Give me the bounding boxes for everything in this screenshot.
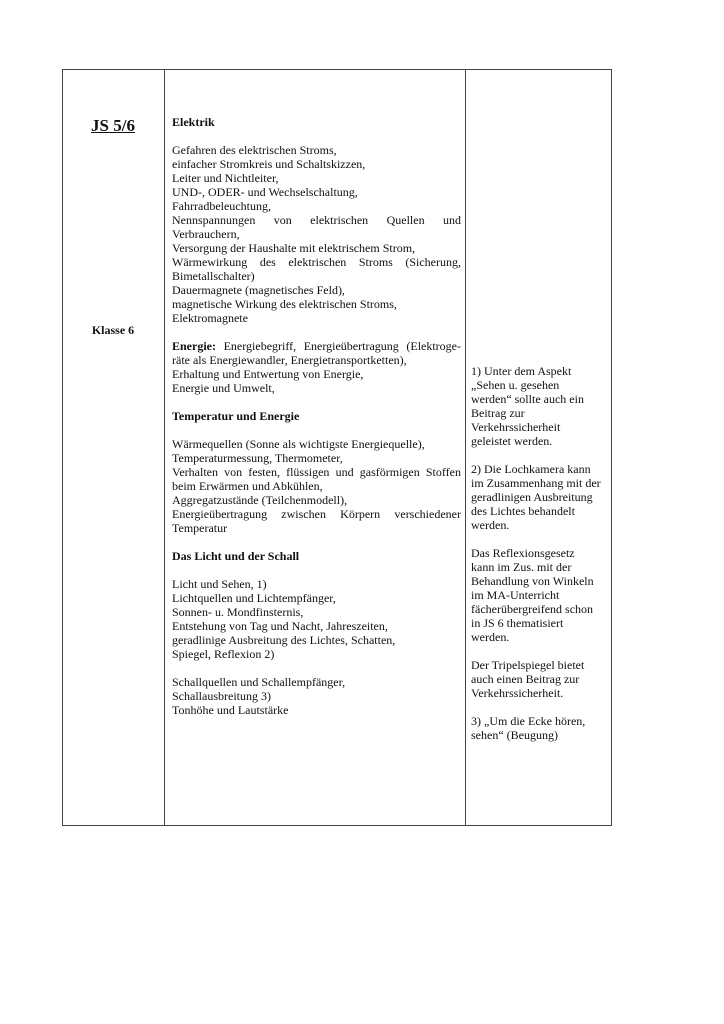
note-line: 1) Unter dem Aspekt bbox=[471, 364, 572, 378]
note-line: fächerübergreifend schon bbox=[471, 602, 594, 616]
school-level-heading: JS 5/6 bbox=[91, 116, 135, 135]
schall-line: Tonhöhe und Lautstärke bbox=[172, 703, 289, 717]
note-line: des Lichtes behandelt bbox=[471, 504, 575, 518]
note-line: in JS 6 thematisiert bbox=[471, 616, 564, 630]
elektrik-line: Fahrradbeleuchtung, bbox=[172, 199, 271, 213]
note-line: 2) Die Lochkamera kann bbox=[471, 462, 591, 476]
note-line: Verkehrssicherheit. bbox=[471, 686, 564, 700]
grade-column bbox=[63, 70, 164, 825]
schall-line: Schallausbreitung 3) bbox=[172, 689, 271, 703]
grade-label: Klasse 6 bbox=[91, 323, 135, 337]
note-line: Das Reflexionsgesetz bbox=[471, 546, 575, 560]
note-line: geradlinigen Ausbreitung bbox=[471, 490, 593, 504]
section-title-licht-schall: Das Licht und der Schall bbox=[172, 549, 300, 563]
note-line: Verkehrssicherheit bbox=[471, 420, 561, 434]
elektrik-line: Nennspannungen von elektrischen Quellen und bbox=[172, 213, 461, 227]
notes-column bbox=[466, 70, 611, 825]
temperatur-line: Aggregatzustände (Teilchenmodell), bbox=[172, 493, 348, 507]
note-line: kann im Zus. mit der bbox=[471, 560, 572, 574]
note-line: 3) „Um die Ecke hören, bbox=[471, 714, 586, 728]
note-line: im Zusammenhang mit der bbox=[471, 476, 601, 490]
licht-line: Spiegel, Reflexion 2) bbox=[172, 647, 275, 661]
note-line: Beitrag zur bbox=[471, 406, 525, 420]
licht-line: Entstehung von Tag und Nacht, Jahreszeiten, bbox=[172, 619, 388, 633]
section-title-temperatur: Temperatur und Energie bbox=[172, 409, 300, 423]
schall-line: Schallquellen und Schallempfänger, bbox=[172, 675, 346, 689]
temperatur-line: Verhalten von festen, flüssigen und gasförmigen Stoffen bbox=[172, 465, 461, 479]
licht-line: Licht und Sehen, 1) bbox=[172, 577, 267, 591]
schall-topics bbox=[172, 675, 461, 717]
energie-first-text: Energiebegriff, Energieübertragung (Elektroge- bbox=[223, 339, 462, 353]
note-line: auch einen Beitrag zur bbox=[471, 672, 580, 686]
note-line: werden. bbox=[471, 630, 510, 644]
curriculum-table bbox=[62, 69, 612, 826]
temperatur-line: Temperaturmessung, Thermometer, bbox=[172, 451, 343, 465]
licht-line: geradlinige Ausbreitung des Lichtes, Schatten, bbox=[172, 633, 396, 647]
elektrik-topics bbox=[172, 143, 461, 325]
elektrik-line: Gefahren des elektrischen Stroms, bbox=[172, 143, 337, 157]
elektrik-line: Leiter und Nichtleiter, bbox=[172, 171, 279, 185]
temperatur-line: Wärmequellen (Sonne als wichtigste Energiequelle), bbox=[172, 437, 425, 451]
elektrik-line: Dauermagnete (magnetisches Feld), bbox=[172, 283, 345, 297]
notes-text bbox=[471, 364, 609, 756]
licht-topics bbox=[172, 577, 461, 661]
elektrik-line: Versorgung der Haushalte mit elektrischem Strom, bbox=[172, 241, 416, 255]
elektrik-line: Bimetallschalter) bbox=[172, 269, 255, 283]
licht-line: Sonnen- u. Mondfinsternis, bbox=[172, 605, 304, 619]
energie-label: Energie: bbox=[172, 339, 216, 353]
elektrik-line: einfacher Stromkreis und Schaltskizzen, bbox=[172, 157, 366, 171]
energie-topics bbox=[172, 339, 461, 395]
elektrik-line: Wärmewirkung des elektrischen Stroms (Sicherung, bbox=[172, 255, 461, 269]
temperatur-line: Temperatur bbox=[172, 521, 228, 535]
note-block bbox=[471, 462, 609, 532]
elektrik-line: magnetische Wirkung des elektrischen Stroms, bbox=[172, 297, 397, 311]
temperatur-topics bbox=[172, 437, 461, 535]
licht-line: Lichtquellen und Lichtempfänger, bbox=[172, 591, 336, 605]
note-block bbox=[471, 658, 609, 700]
note-line: geleistet werden. bbox=[471, 434, 553, 448]
note-block bbox=[471, 364, 609, 448]
energie-first-line bbox=[172, 339, 461, 353]
elektrik-line: Verbrauchern, bbox=[172, 227, 240, 241]
content-text bbox=[172, 115, 461, 731]
note-line: „Sehen u. gesehen bbox=[471, 378, 560, 392]
note-line: werden. bbox=[471, 518, 510, 532]
energie-line: Erhaltung und Entwertung von Energie, bbox=[172, 367, 364, 381]
note-line: Behandlung von Winkeln bbox=[471, 574, 594, 588]
elektrik-line: UND-, ODER- und Wechselschaltung, bbox=[172, 185, 358, 199]
section-title-elektrik: Elektrik bbox=[172, 115, 215, 129]
note-line: Der Tripelspiegel bietet bbox=[471, 658, 585, 672]
note-line: im MA-Unterricht bbox=[471, 588, 560, 602]
energie-line: Energie und Umwelt, bbox=[172, 381, 275, 395]
temperatur-line: beim Erwärmen und Abkühlen, bbox=[172, 479, 323, 493]
note-line: sehen“ (Beugung) bbox=[471, 728, 558, 742]
energie-line: räte als Energiewandler, Energietransportketten), bbox=[172, 353, 407, 367]
elektrik-line: Elektromagnete bbox=[172, 311, 248, 325]
note-line: werden“ sollte auch ein bbox=[471, 392, 584, 406]
note-block bbox=[471, 714, 609, 742]
note-block bbox=[471, 546, 609, 644]
temperatur-line: Energieübertragung zwischen Körpern verschiedener bbox=[172, 507, 461, 521]
content-column bbox=[164, 70, 466, 825]
